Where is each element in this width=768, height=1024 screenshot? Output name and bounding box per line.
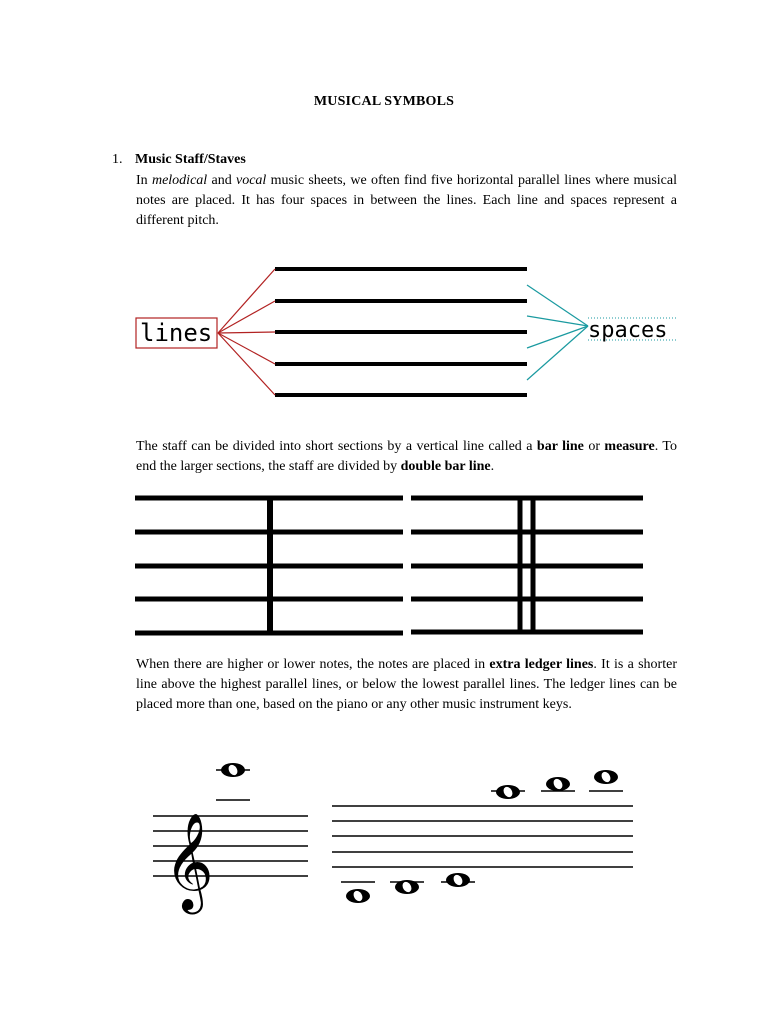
emphasis-melodical: melodical <box>151 173 208 188</box>
section-number: 1. <box>112 152 123 167</box>
lines-label: lines <box>140 319 213 347</box>
whole-note-icon <box>346 889 370 903</box>
term-extra-ledger-lines: extra ledger lines <box>489 657 594 672</box>
spaces-label: spaces <box>588 318 668 343</box>
term-bar-line: bar line <box>536 439 584 454</box>
term-double-bar-line: double bar line <box>400 459 491 474</box>
whole-note-icon <box>395 880 419 894</box>
text-run: and <box>207 173 236 188</box>
text-run: or <box>583 439 605 454</box>
whole-note-icon <box>446 873 470 887</box>
whole-note-icon <box>496 785 520 799</box>
whole-note-icon <box>546 777 570 791</box>
whole-note-icon <box>594 770 618 784</box>
text-run: . It is a shorter line above the highest parallel lines, or below the lowest parallel lines. The ledger lines can be placed more than one, based on the piano or any other music instrument keys. <box>136 657 677 712</box>
text-run: When there are higher or lower notes, the notes are placed in <box>136 657 490 672</box>
treble-clef-icon: 𝄞 <box>164 812 214 910</box>
section-title: Music Staff/Staves <box>135 152 246 167</box>
text-run: music sheets, we often find five horizontal parallel lines where musical notes are placed. It has four spaces in between the lines. Each line and spaces represent a different pitch. <box>136 173 677 228</box>
text-run: . To end the larger sections, the staff are divided by <box>136 439 677 474</box>
whole-note-icon <box>221 763 245 777</box>
text-run: . <box>490 459 495 474</box>
text-run: The staff can be divided into short sections by a vertical line called a <box>136 439 537 454</box>
page-title: MUSICAL SYMBOLS <box>313 94 455 109</box>
emphasis-vocal: vocal <box>235 173 267 188</box>
text-run: In <box>136 173 152 188</box>
ledger-staff <box>332 806 633 867</box>
term-measure: measure <box>604 439 655 454</box>
